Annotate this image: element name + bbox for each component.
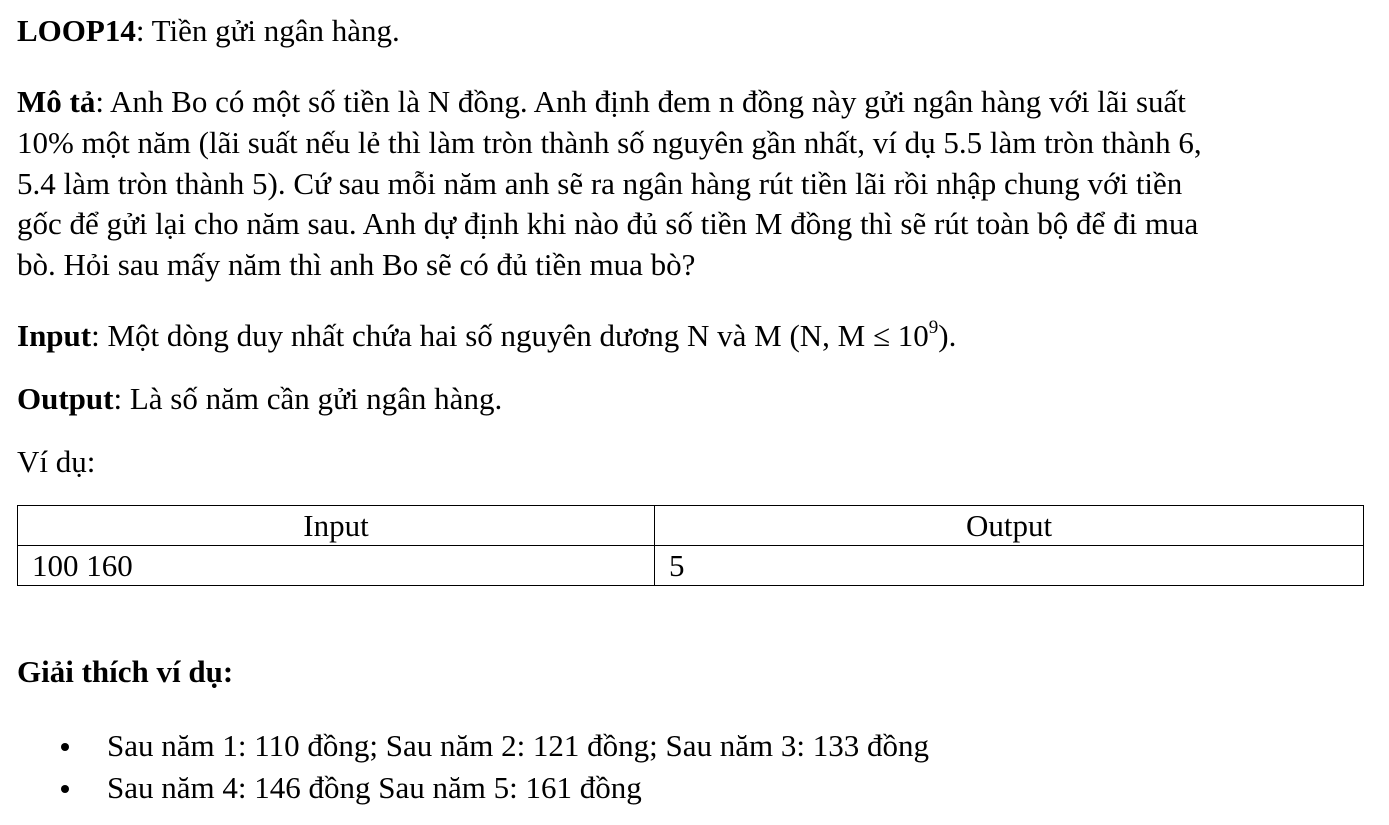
table-row	[18, 546, 1364, 586]
example-table	[17, 505, 1364, 586]
description-text: Anh Bo có một số tiền là N đồng. Anh định đem n đồng này gửi ngân hàng với lãi suất	[110, 84, 1186, 119]
input-exponent: 9	[928, 317, 939, 338]
output-separator: :	[113, 381, 130, 416]
input-separator: :	[91, 318, 108, 353]
explanation-heading	[17, 652, 233, 692]
explanation-heading-text: Giải thích ví dụ:	[17, 654, 234, 689]
explanation-list	[17, 725, 929, 809]
bullet-icon	[61, 743, 69, 751]
description-label: Mô tả	[17, 84, 96, 119]
description-line-5: bò. Hỏi sau mấy năm thì anh Bo sẽ có đủ tiền mua bò?	[17, 247, 696, 282]
table-header-row	[18, 506, 1364, 546]
input-spec	[17, 316, 956, 356]
description-line-4: gốc để gửi lại cho năm sau. Anh dự định khi nào đủ số tiền M đồng thì sẽ rút toàn bộ để đi mua	[17, 206, 1199, 241]
table-cell-input: 100 160	[18, 546, 655, 586]
output-spec	[17, 379, 502, 419]
table-header-output: Output	[655, 506, 1364, 546]
problem-title	[17, 11, 400, 51]
bullet-icon	[61, 785, 69, 793]
input-tail: ).	[938, 318, 957, 353]
description-line-2: 10% một năm (lãi suất nếu lẻ thì làm tròn thành số nguyên gần nhất, ví dụ 5.5 làm tròn thành 6,	[17, 125, 1202, 160]
table-header-input: Input	[18, 506, 655, 546]
list-item-text: Sau năm 1: 110 đồng; Sau năm 2: 121 đồng; Sau năm 3: 133 đồng	[107, 728, 930, 763]
list-item	[17, 725, 929, 767]
table-cell-output: 5	[655, 546, 1364, 586]
example-heading: Ví dụ:	[17, 444, 96, 479]
list-item	[17, 767, 929, 809]
output-text: Là số năm cần gửi ngân hàng.	[129, 381, 503, 416]
problem-code: LOOP14	[17, 13, 136, 48]
problem-title-text: Tiền gửi ngân hàng.	[151, 13, 400, 48]
description-line-3: 5.4 làm tròn thành 5). Cứ sau mỗi năm anh sẽ ra ngân hàng rút tiền lãi rồi nhập chung với tiền	[17, 166, 1183, 201]
input-label: Input	[17, 318, 92, 353]
list-item-text: Sau năm 4: 146 đồng Sau năm 5: 161 đồng	[107, 770, 642, 805]
description-separator: :	[95, 84, 110, 119]
output-label: Output	[17, 381, 114, 416]
title-separator: :	[135, 13, 152, 48]
input-text: Một dòng duy nhất chứa hai số nguyên dương N và M (N, M ≤ 10	[107, 318, 929, 353]
description-line-1	[17, 82, 1186, 122]
